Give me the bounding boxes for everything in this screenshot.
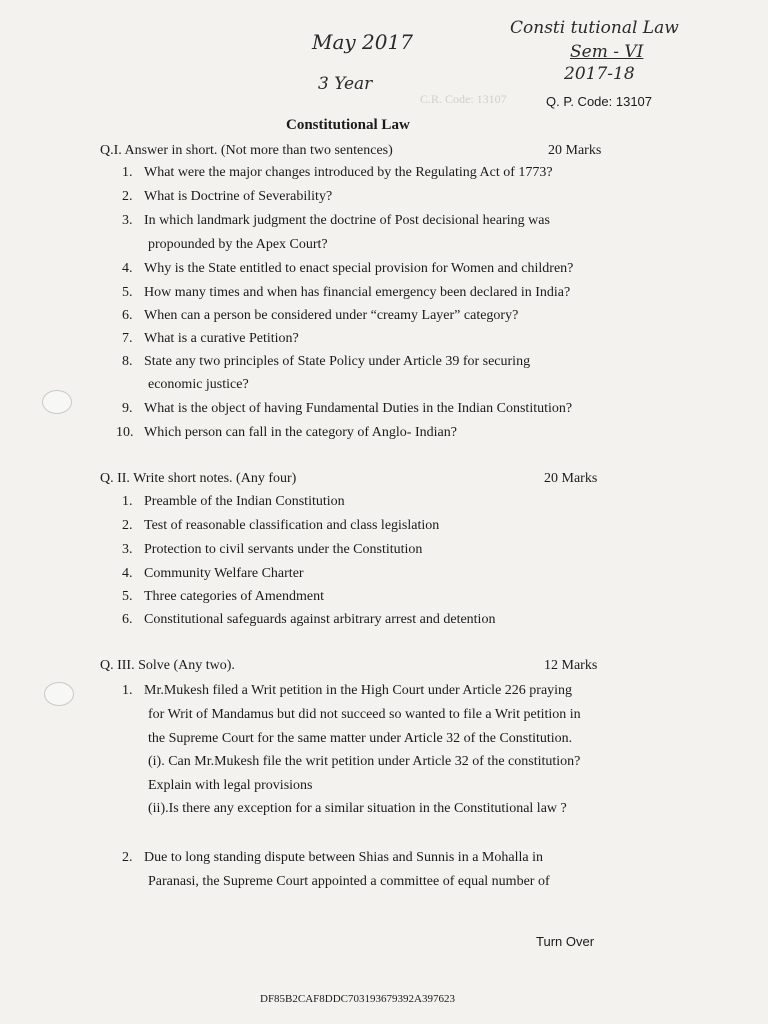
- q3-problem-1: 1. Mr.Mukesh filed a Writ petition in the High Court under Article 226 praying: [122, 683, 573, 698]
- handwritten-sem: Sem - VI: [570, 42, 644, 62]
- q2-item: 4. Community Welfare Charter: [122, 566, 304, 581]
- handwritten-session: 2017-18: [564, 64, 635, 84]
- punch-hole: [42, 390, 72, 414]
- q2-item: 1. Preamble of the Indian Constitution: [122, 494, 345, 509]
- q1-item: 1. What were the major changes introduced by the Regulating Act of 1773?: [122, 165, 553, 180]
- q1-item-continuation: economic justice?: [148, 377, 249, 392]
- q1-item: 5. How many times and when has financial emergency been declared in India?: [122, 285, 571, 300]
- q3-problem-1-line: (ii).Is there any exception for a similar situation in the Constitutional law ?: [148, 801, 567, 816]
- q3-problem-2-line: Paranasi, the Supreme Court appointed a committee of equal number of: [148, 874, 550, 889]
- q3-problem-1-line: for Writ of Mandamus but did not succeed so wanted to file a Writ petition in: [148, 707, 581, 722]
- q1-item: 6. When can a person be considered under “creamy Layer” category?: [122, 308, 519, 323]
- q1-item: 10. Which person can fall in the category of Anglo- Indian?: [116, 425, 457, 440]
- paper-hash-code: DF85B2CAF8DDC703193679392A397623: [260, 993, 455, 1005]
- q1-item: 4. Why is the State entitled to enact special provision for Women and children?: [122, 261, 574, 276]
- handwritten-year: 3 Year: [318, 74, 373, 94]
- q3-problem-1-line: the Supreme Court for the same matter under Article 32 of the Constitution.: [148, 731, 573, 746]
- q2-heading: Q. II. Write short notes. (Any four): [100, 471, 297, 486]
- q1-item: 7. What is a curative Petition?: [122, 331, 299, 346]
- q1-heading: Q.I. Answer in short. (Not more than two sentences): [100, 143, 393, 158]
- q2-marks: 20 Marks: [544, 471, 598, 486]
- handwritten-subject: Consti tutional Law: [510, 18, 679, 38]
- punch-hole: [44, 682, 74, 706]
- q1-item-continuation: propounded by the Apex Court?: [148, 237, 328, 252]
- q3-heading: Q. III. Solve (Any two).: [100, 658, 235, 673]
- bleed-through-text: C.R. Code: 13107: [420, 92, 507, 106]
- q1-marks: 20 Marks: [548, 143, 602, 158]
- q2-item: 6. Constitutional safeguards against arbitrary arrest and detention: [122, 612, 496, 627]
- q1-item: 2. What is Doctrine of Severability?: [122, 189, 333, 204]
- qp-code: Q. P. Code: 13107: [546, 94, 653, 109]
- paper-title: Constitutional Law: [286, 117, 410, 133]
- q2-item: 3. Protection to civil servants under the Constitution: [122, 542, 423, 557]
- q3-problem-2: 2. Due to long standing dispute between Shias and Sunnis in a Mohalla in: [122, 850, 543, 865]
- q2-item: 5. Three categories of Amendment: [122, 589, 324, 604]
- turn-over-label: Turn Over: [536, 934, 595, 949]
- q1-item: 3. In which landmark judgment the doctrine of Post decisional hearing was: [122, 213, 550, 228]
- q3-problem-1-line: Explain with legal provisions: [148, 778, 313, 793]
- q3-problem-1-line: (i). Can Mr.Mukesh file the writ petition under Article 32 of the constitution?: [148, 754, 581, 769]
- handwritten-date: May 2017: [312, 30, 413, 54]
- q1-item: 8. State any two principles of State Policy under Article 39 for securing: [122, 354, 531, 369]
- q1-item: 9. What is the object of having Fundamental Duties in the Indian Constitution?: [122, 401, 573, 416]
- q2-item: 2. Test of reasonable classification and class legislation: [122, 518, 440, 533]
- q3-marks: 12 Marks: [544, 658, 598, 673]
